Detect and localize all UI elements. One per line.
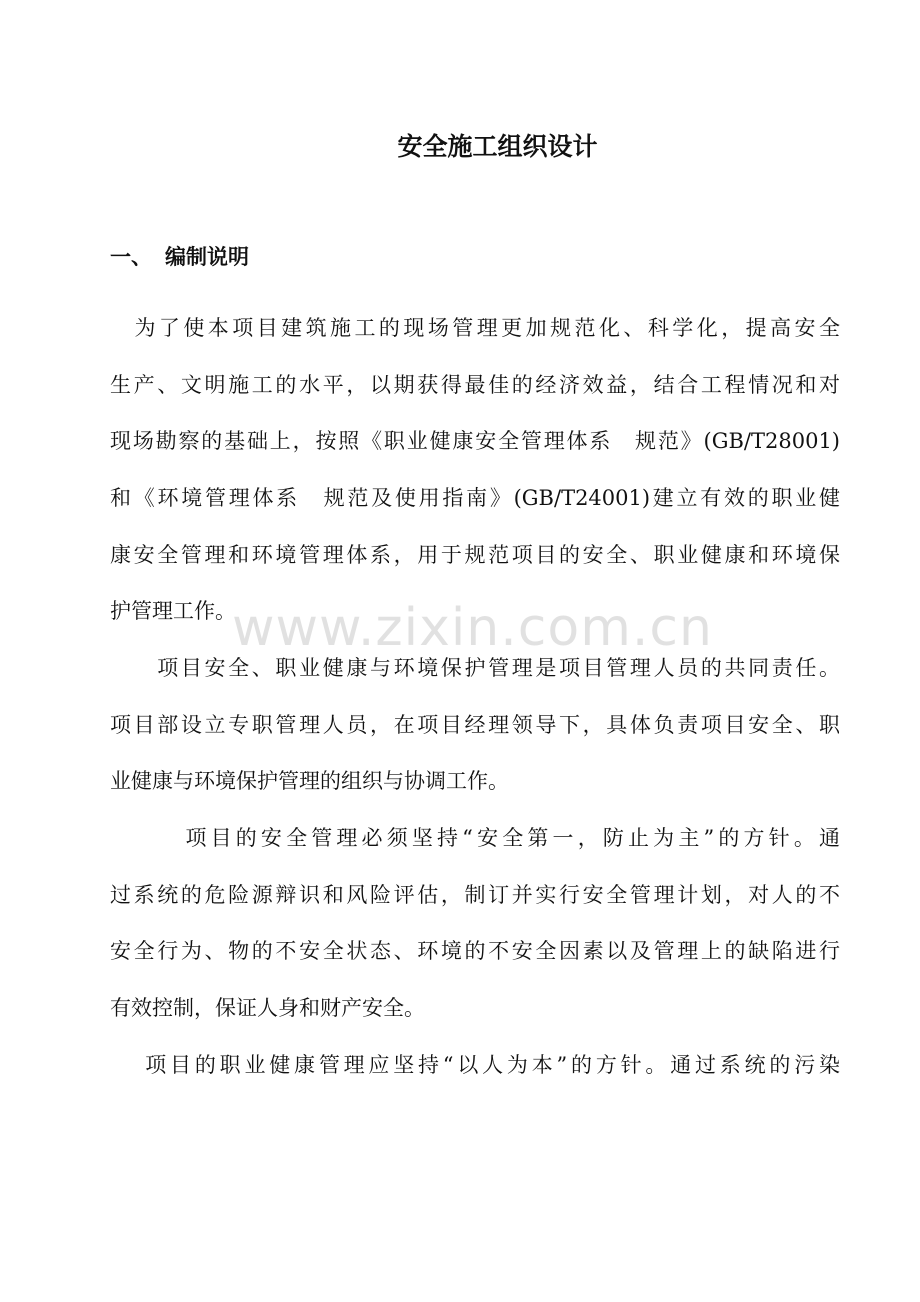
paragraph-line: 护管理工作。 — [110, 599, 236, 624]
paragraph-line: 项目的安全管理必须坚持“安全第一，防止为主”的方针。通 — [110, 826, 840, 850]
paragraph-line: 项目部设立专职管理人员，在项目经理领导下，具体负责项目安全、职 — [110, 712, 840, 737]
paragraph-line: 有效控制，保证人身和财产安全。 — [110, 996, 425, 1021]
document-title: 安全施工组织设计 — [397, 132, 598, 161]
paragraph-line: 项目安全、职业健康与环境保护管理是项目管理人员的共同责任。 — [110, 656, 840, 680]
paragraph-line: 业健康与环境保护管理的组织与协调工作。 — [110, 769, 509, 794]
section-number: 一、 — [110, 244, 152, 269]
section-title: 编制说明 — [165, 244, 249, 269]
paragraph-line: 过系统的危险源辩识和风险评估，制订并实行安全管理计划，对人的不 — [110, 882, 840, 907]
paragraph-line: 为了使本项目建筑施工的现场管理更加规范化、科学化，提高安全 — [110, 316, 840, 340]
paragraph-2 — [110, 650, 840, 820]
paragraph-line: 项目的职业健康管理应坚持“以人为本”的方针。通过系统的污染 — [110, 1053, 840, 1077]
paragraph-line: 生产、文明施工的水平，以期获得最佳的经济效益，结合工程情况和对 — [110, 372, 840, 397]
watermark: www.zixin.com.cn — [232, 598, 713, 658]
paragraph-4 — [110, 1047, 840, 1104]
paragraph-line: 现场勘察的基础上，按照《职业健康安全管理体系 规范》(GB/T28001) — [110, 429, 840, 454]
section-heading — [110, 239, 249, 275]
paragraph-3 — [110, 820, 840, 1047]
paragraph-line: 和《环境管理体系 规范及使用指南》(GB/T24001)建立有效的职业健 — [110, 486, 840, 511]
paragraph-line: 安全行为、物的不安全状态、环境的不安全因素以及管理上的缺陷进行 — [110, 939, 840, 964]
paragraph-line: 康安全管理和环境管理体系，用于规范项目的安全、职业健康和环境保 — [110, 542, 840, 567]
